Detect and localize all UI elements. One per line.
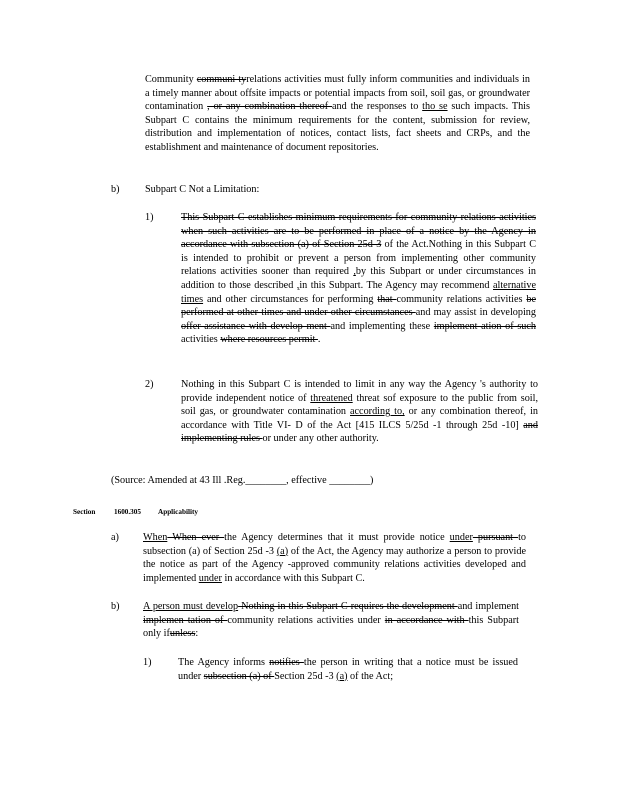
text-run: threat sof exposure to the public from soil, soil gas, or groundwater contamination	[181, 392, 538, 418]
text-run: .	[317, 334, 321, 346]
text-run: Section 25d -3	[274, 670, 337, 682]
text-run: of the Act, the Agency may authorize a person to provide the notice as part of the Agency -approved community relations activities developed and implemented	[143, 545, 526, 584]
item-b-label: b)	[111, 184, 120, 195]
text-run: such impacts. This Subpart C contains the minimum requirements for the content, submission for review, distribution and implementation of notices, contact lists, fact sheets and CRPs, and the establishment and maintenance of document repositories.	[145, 101, 530, 153]
source-text: (Source: Amended at 43 Ill .Reg.	[111, 475, 246, 486]
deleted-text: implement ation of such	[433, 320, 536, 332]
deleted-text: When ever	[167, 532, 225, 543]
text-run: activities	[181, 334, 221, 346]
deleted-text: pursuant	[472, 532, 519, 543]
deleted-text: that	[377, 293, 397, 305]
deleted-text: and implementing rules	[181, 419, 538, 445]
inserted-text: according to,	[350, 406, 405, 418]
text-run: and implementing these	[330, 320, 434, 332]
sec-b-paragraph	[143, 600, 519, 641]
text-run: in this Subpart. The Agency may recommend	[299, 279, 493, 291]
deleted-text: in accordance with	[384, 614, 469, 626]
sec-a-label: a)	[111, 532, 119, 543]
section-title: Applicability	[158, 508, 198, 516]
item-b2-paragraph	[181, 378, 538, 446]
inserted-text: threatened	[310, 392, 353, 404]
item-b1-label: 1)	[145, 212, 154, 223]
text-run: Nothing in this Subpart C is intended to limit in any way the Agency 's authority to provide independent notice of	[181, 379, 538, 404]
deleted-text: communi ty	[196, 74, 247, 85]
deleted-text: , or any combination thereof	[207, 101, 333, 113]
text-run: the person in writing that a notice must be issued under	[178, 657, 518, 682]
inserted-text: ,	[353, 266, 356, 278]
inserted-text: under	[449, 532, 473, 543]
deleted-text: offer assistance with develop ment	[181, 320, 331, 332]
deleted-text: where resources permit	[220, 334, 318, 346]
inserted-text: When	[143, 532, 168, 543]
text-run: in accordance with this Subpart C.	[221, 572, 365, 584]
inserted-text: under	[198, 572, 222, 584]
text-run: :	[195, 628, 199, 640]
text-run: Nothing in this Subpart C is intended to prohibit or prevent a person from implementing other community relations activities sooner than required	[181, 239, 536, 278]
blank-line: ________	[245, 475, 287, 486]
text-run: this Subpart only if	[143, 614, 519, 640]
inserted-text: (a)	[336, 670, 348, 682]
text-run: and the responses to	[332, 101, 423, 113]
source-text: )	[369, 475, 374, 486]
text-run: community relations activities	[396, 293, 527, 305]
text-run: and other circumstances for performing	[203, 293, 378, 305]
blank-line: ________	[329, 475, 370, 486]
inserted-text: A person must develop	[143, 601, 239, 612]
text-run: Community	[145, 74, 197, 85]
sec-a-paragraph	[143, 531, 526, 585]
inserted-text: tho se	[422, 101, 448, 113]
text-run: of the Act.	[381, 239, 429, 251]
deleted-text: Nothing in this Subpart C requires the development	[238, 601, 458, 612]
deleted-text: notifies	[269, 657, 304, 668]
deleted-text: be performed at other times and under other circumstances	[181, 293, 536, 319]
source-note	[111, 474, 373, 488]
text-run: to subsection (a) of Section 25d -3	[143, 532, 526, 557]
deleted-text: subsection (a) of	[203, 670, 275, 682]
source-text: , effective	[286, 475, 330, 486]
text-run: and may assist in developing	[415, 307, 536, 319]
text-run: and implement	[457, 601, 519, 612]
text-run: relations activities must fully inform communities and individuals in a timely manner about offsite impacts or potential impacts from soil, soil gas, or groundwater contamination	[145, 74, 530, 113]
sec-b1-label: 1)	[143, 657, 152, 668]
sec-b-label: b)	[111, 601, 120, 612]
section-label: Section	[73, 508, 96, 516]
inserted-text: (a)	[276, 545, 289, 557]
item-b-title: Subpart C Not a Limitation:	[145, 184, 260, 195]
text-run: or any combination thereof, in accordance with Title VI- D of the Act [415 ILCS 5/25d -1 through 25d -10]	[181, 406, 538, 431]
text-run: or under any other authority.	[262, 433, 379, 445]
text-run: The Agency informs	[178, 657, 270, 668]
inserted-text: ,	[296, 279, 300, 291]
sec-b1-paragraph	[178, 656, 518, 683]
deleted-text: unless	[169, 628, 196, 640]
text-run: community relations activities under	[227, 614, 385, 626]
deleted-text: This Subpart C establishes minimum requirements for community relations activities when such activities are to be performed in place of a notice by the Agency in accordance with subsection (a) of Section 25d-3	[181, 212, 536, 251]
item-b2-label: 2)	[145, 379, 154, 390]
text-run: by this Subpart or under circumstances in addition to those described	[181, 266, 536, 291]
deleted-text: implemen tation of	[143, 614, 228, 626]
section-number: 1600.305	[114, 508, 141, 516]
item-b1-paragraph	[181, 211, 536, 347]
intro-paragraph	[145, 73, 530, 155]
text-run: of the Act;	[347, 670, 394, 682]
text-run: the Agency determines that it must provide notice	[224, 532, 450, 543]
inserted-text: alternative times	[181, 279, 536, 305]
